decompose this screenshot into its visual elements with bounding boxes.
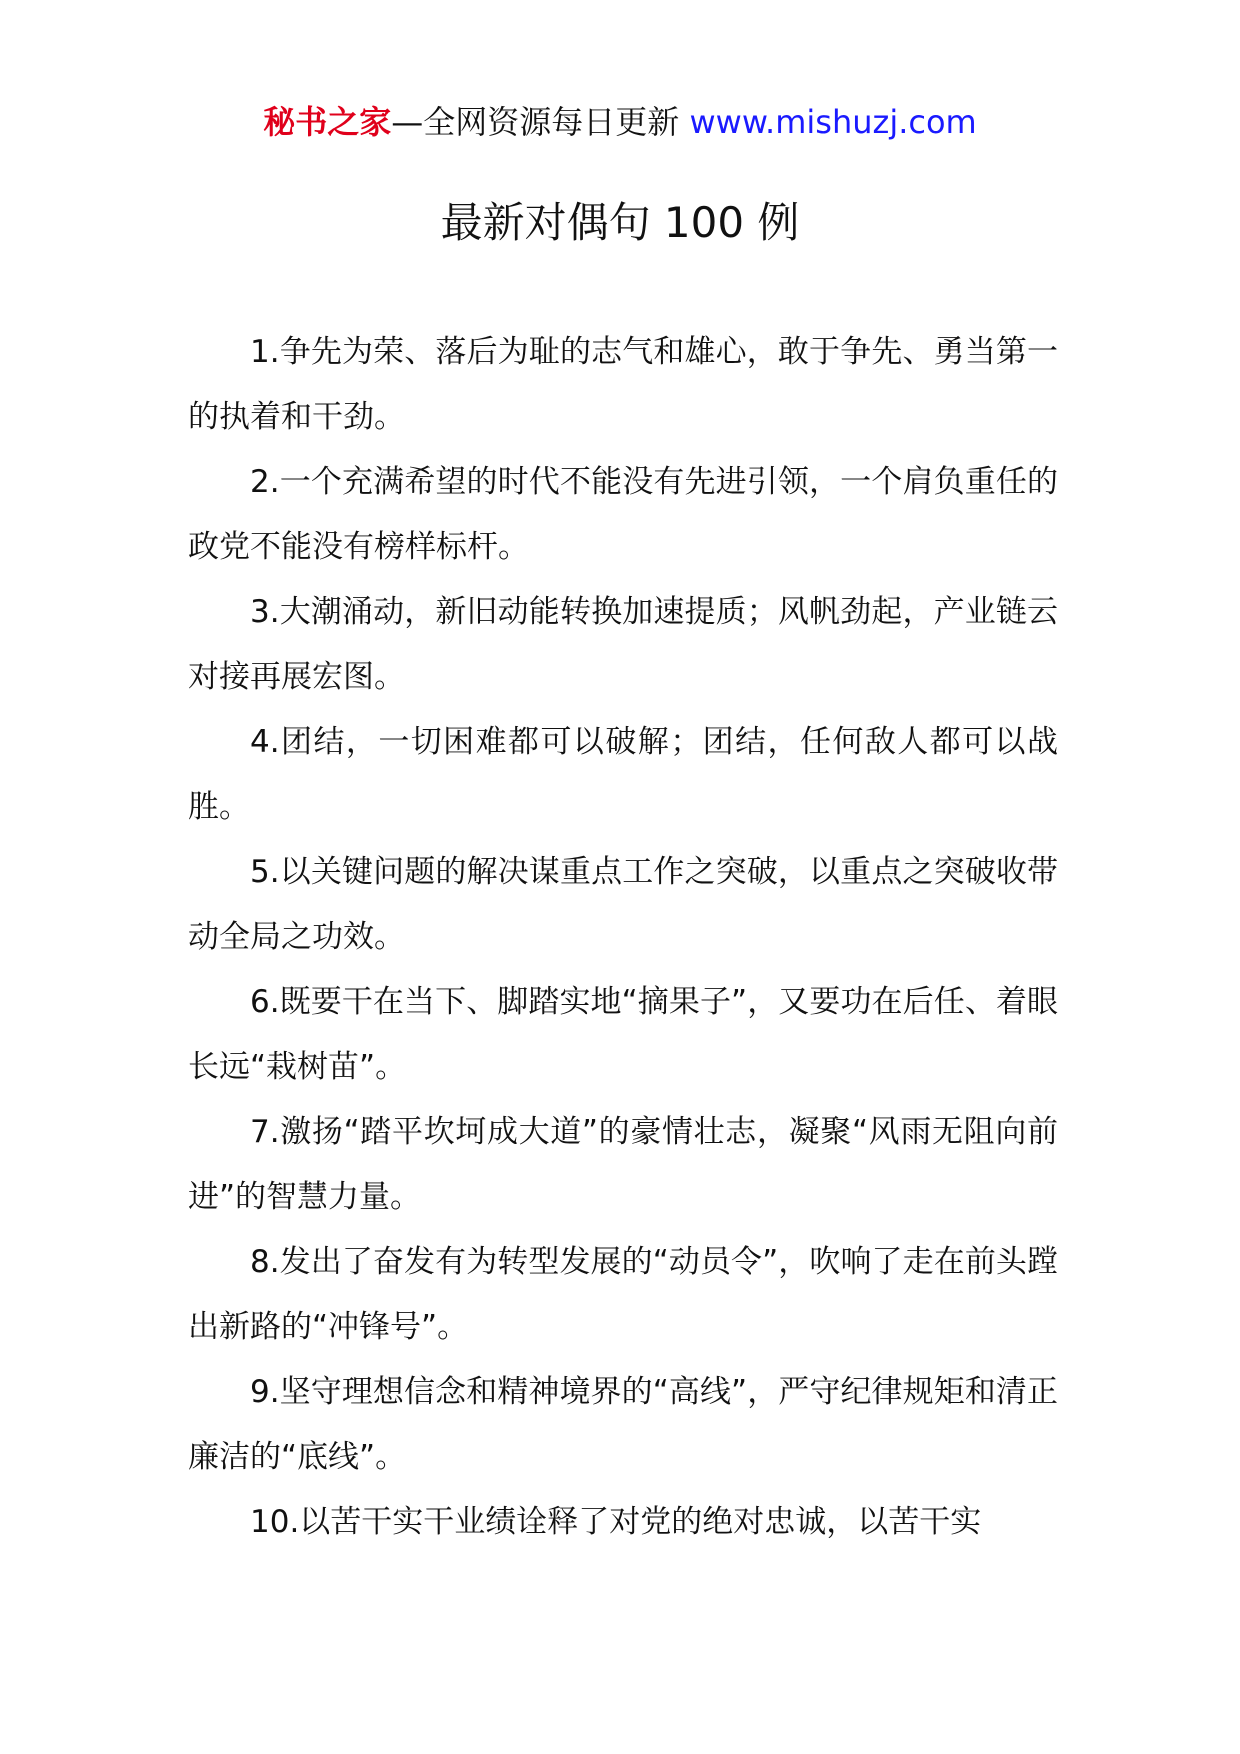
paragraph-4: 4.团结，一切困难都可以破解；团结，任何敌人都可以战胜。 <box>188 724 1058 825</box>
paragraph-8: 8.发出了奋发有为转型发展的“动员令”，吹响了走在前头蹚出新路的“冲锋号”。 <box>188 1244 1058 1345</box>
paragraph-10: 10.以苦干实干业绩诠释了对党的绝对忠诚，以苦干实 <box>250 1504 982 1540</box>
paragraph-6: 6.既要干在当下、脚踏实地“摘果子”，又要功在后任、着眼长远“栽树苗”。 <box>188 984 1058 1085</box>
paragraph-2: 2.一个充满希望的时代不能没有先进引领，一个肩负重任的政党不能没有榜样标杆。 <box>188 464 1058 565</box>
site-url-link[interactable]: www.mishuzj.com <box>689 103 977 141</box>
document-title: 最新对偶句 100 例 <box>440 198 800 247</box>
paragraph-3: 3.大潮涌动，新旧动能转换加速提质；风帆劲起，产业链云对接再展宏图。 <box>188 594 1058 695</box>
paragraph-7: 7.激扬“踏平坎坷成大道”的豪情壮志，凝聚“风雨无阻向前进”的智慧力量。 <box>188 1114 1058 1215</box>
paragraph-5: 5.以关键问题的解决谋重点工作之突破，以重点之突破收带动全局之功效。 <box>188 854 1058 955</box>
brand-name: 秘书之家 <box>263 103 392 141</box>
header-slogan: —全网资源每日更新 <box>391 103 690 141</box>
paragraph-1: 1.争先为荣、落后为耻的志气和雄心，敢于争先、勇当第一的执着和干劲。 <box>188 334 1058 435</box>
document-body <box>188 320 1058 1555</box>
paragraph-9: 9.坚守理想信念和精神境界的“高线”，严守纪律规矩和清正廉洁的“底线”。 <box>188 1374 1058 1475</box>
header-banner <box>0 100 1240 144</box>
